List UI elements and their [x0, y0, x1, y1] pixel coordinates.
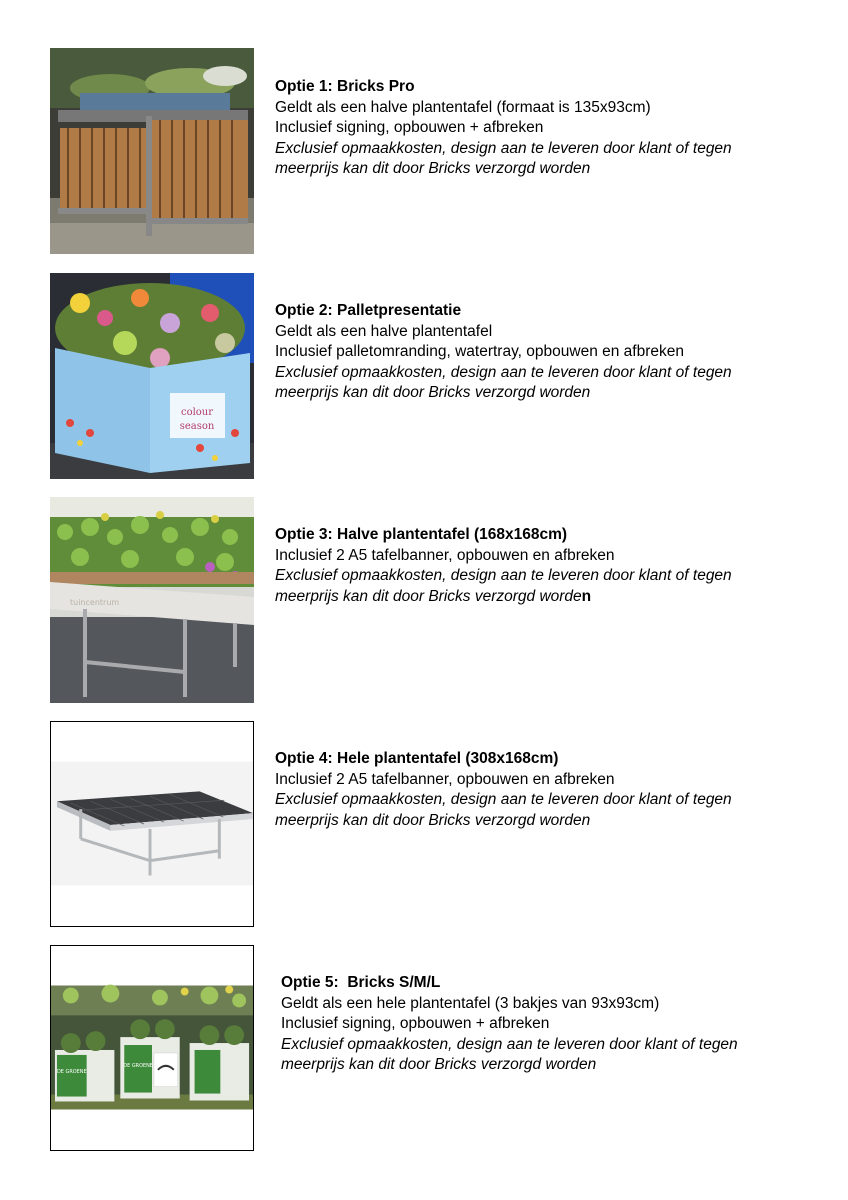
option-1-text — [275, 77, 732, 180]
option-line: Geldt als een hele plantentafel (3 bakjes van 93x93cm) — [281, 994, 660, 1012]
option-title: Optie 1: Bricks Pro — [275, 78, 415, 95]
half-plant-table-photo — [50, 497, 254, 703]
svg-text:DE GROENE: DE GROENE — [57, 1068, 87, 1075]
option-note: meerprijs kan dit door Bricks verzorgd worden — [275, 811, 591, 829]
svg-text:colour: colour — [180, 407, 214, 418]
bricks-pro-display-photo — [50, 48, 254, 254]
option-line: Inclusief palletomranding, watertray, opbouwen en afbreken — [275, 343, 684, 360]
option-3-text — [275, 525, 732, 607]
option-4-text — [275, 749, 732, 831]
option-line: Inclusief signing, opbouwen + afbreken — [281, 1015, 550, 1032]
option-note: meerprijs kan dit door Bricks verzorgd worden — [275, 160, 591, 177]
option-note: Exclusief opmaakkosten, design aan te leveren door klant of tegen — [275, 791, 732, 808]
option-title: Optie 5: Bricks S/M/L — [281, 974, 441, 991]
full-plant-table-photo — [50, 721, 254, 927]
option-title: Optie 3: Halve plantentafel (168x168cm) — [275, 526, 568, 543]
svg-text:DE GROENE: DE GROENE — [123, 1062, 153, 1069]
option-line: Inclusief signing, opbouwen + afbreken — [275, 119, 544, 136]
option-title: Optie 2: Palletpresentatie — [275, 302, 462, 319]
option-title: Optie 4: Hele plantentafel (308x168cm) — [275, 750, 559, 767]
option-2-text — [275, 301, 732, 404]
option-line: Inclusief 2 A5 tafelbanner, opbouwen en afbreken — [275, 770, 615, 788]
option-5-text — [281, 973, 738, 1076]
option-note: meerprijs kan dit door Bricks verzorgd worden — [275, 384, 591, 401]
option-note: Exclusief opmaakkosten, design aan te leveren door klant of tegen — [275, 139, 732, 157]
option-note-main: meerprijs kan dit door Bricks verzorgd worde — [275, 587, 582, 605]
option-note — [275, 587, 732, 608]
bricks-sml-photo — [50, 945, 254, 1151]
option-line: Inclusief 2 A5 tafelbanner, opbouwen en afbreken — [275, 546, 615, 564]
option-line: Geldt als een halve plantentafel (formaat is 135x93cm) — [275, 98, 651, 116]
svg-text:season: season — [179, 421, 215, 432]
pallet-presentation-photo — [50, 273, 254, 479]
option-note: Exclusief opmaakkosten, design aan te leveren door klant of tegen — [275, 567, 732, 584]
option-note: Exclusief opmaakkosten, design aan te leveren door klant of tegen — [281, 1035, 738, 1053]
option-note-end: n — [581, 587, 592, 605]
option-note: meerprijs kan dit door Bricks verzorgd worden — [281, 1056, 597, 1073]
option-note: Exclusief opmaakkosten, design aan te leveren door klant of tegen — [275, 363, 732, 381]
svg-text:tuincentrum: tuincentrum — [70, 598, 120, 607]
option-line: Geldt als een halve plantentafel — [275, 322, 493, 340]
